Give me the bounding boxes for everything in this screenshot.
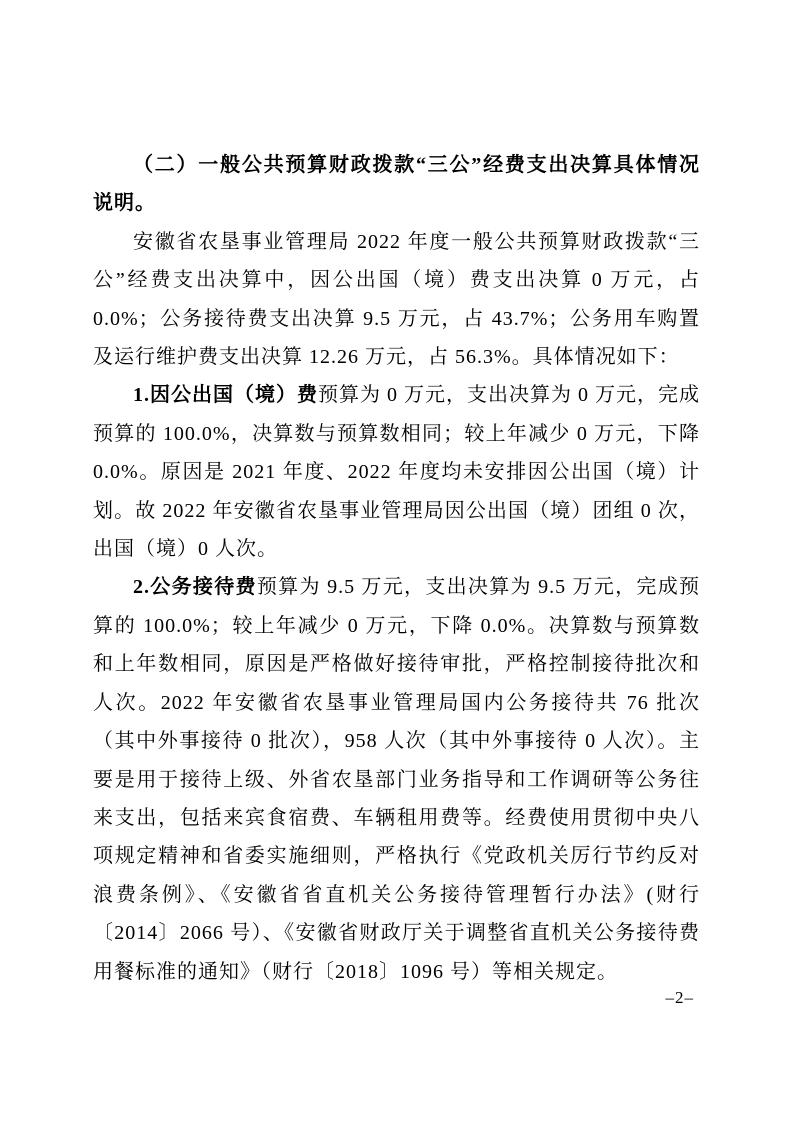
paragraph-item-2-text: 预算为 9.5 万元，支出决算为 9.5 万元，完成预算的 100.0%；较上年减少 0 万元，下降 0.0%。决算数与预算数和上年数相同，原因是严格做好接待审批，严格控制接待批次和人次。2022 年安徽省农垦事业管理局国内公务接待共 76 批次（其中外事接待 0 批次），958 人次（其中外事接待 0 人次）。主要是用于接待上级、外省农垦部门业务指导和工作调研等公务往来支出，包括来宾食宿费、车辆租用费等。经费使用贯彻中央八项规定精神和省委实施细则，严格执行《党政机关厉行节约反对浪费条例》、《安徽省省直机关公务接待管理暂行办法》(财行〔2014〕2066 号）、《安徽省财政厅关于调整省直机关公务接待费用餐标准的通知》（财行〔2018〕1096 号）等相关规定。: [93, 576, 701, 983]
intro-paragraph: [93, 223, 700, 377]
page-number: –2–: [665, 988, 694, 1007]
paragraph-item-1: [93, 376, 700, 568]
intro-paragraph-text: 安徽省农垦事业管理局 2022 年度一般公共预算财政拨款“三公”经费支出决算中，因公出国（境）费支出决算 0 万元，占 0.0%；公务接待费支出决算 9.5 万元，占 43.7%；公务用车购置及运行维护费支出决算 12.26 万元，占 56.3%。具体情况如下：: [93, 230, 700, 369]
paragraph-item-1-lead: 1.因公出国（境）费: [133, 384, 318, 407]
paragraph-item-2: [93, 568, 700, 990]
paragraph-item-1-text: 预算为 0 万元，支出决算为 0 万元，完成预算的 100.0%，决算数与预算数相同；较上年减少 0 万元，下降 0.0%。原因是 2021 年度、2022 年度均未安排因公出国（境）计划。故 2022 年安徽省农垦事业管理局因公出国（境）团组 0 次，出国（境）0 人次。: [93, 384, 700, 561]
document-body: [93, 146, 700, 991]
paragraph-item-2-lead: 2.公务接待费: [133, 576, 257, 599]
section-heading: （二）一般公共预算财政拨款“三公”经费支出决算具体情况说明。: [93, 154, 700, 215]
